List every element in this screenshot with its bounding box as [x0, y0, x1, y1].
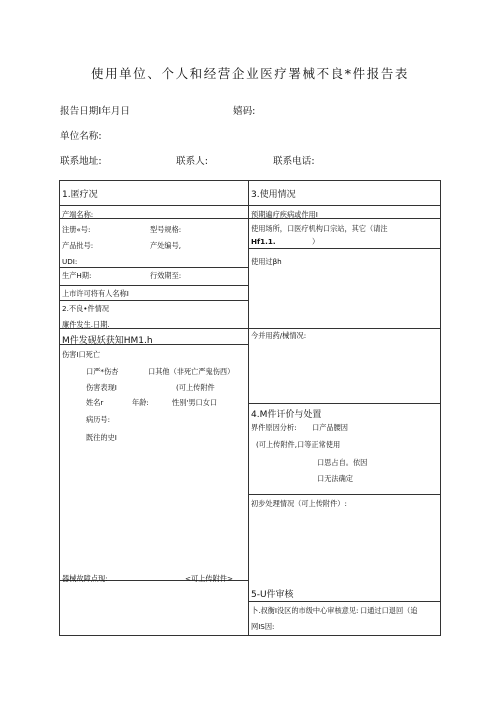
page-title: 使用单位、个人和经营企业医疗署械不良*件报告表 — [90, 66, 410, 81]
row-line — [248, 601, 441, 602]
harm-label: 伤害I口死亡 — [62, 350, 101, 359]
gender-label: 性别'男口女口 — [172, 398, 218, 407]
review-reason-label: 网IS因: — [251, 622, 275, 631]
review-options: 口通过口退回（追 — [360, 606, 418, 615]
cause-label: 界件原因分析: — [251, 423, 297, 432]
process-label: 使用过βh — [251, 257, 282, 266]
place-note: Hf1.1. — [251, 237, 276, 246]
row-line — [59, 285, 248, 286]
row-line — [248, 494, 441, 495]
table-border-bottom — [59, 635, 441, 636]
section-2-heading: 2.不良•件情况 — [62, 304, 110, 313]
section-4-heading: 4.M件讦价与处置 — [251, 410, 322, 420]
occur-date-label: 廉件发生.日期. — [62, 320, 110, 329]
holder-label: 上市许可将有人名称I — [62, 289, 129, 298]
row-line — [248, 248, 441, 249]
contact-label: 联系人: — [176, 156, 209, 167]
unit-name-label: 单位名称: — [60, 131, 102, 142]
row-line — [59, 267, 248, 268]
place-label: 使用场所，口医疗机构口宗站，其它（请注 — [251, 224, 388, 233]
row-line — [248, 328, 441, 329]
expiry-label: 行效期至: — [150, 271, 182, 280]
section-1-heading: 1.匿疗况 — [62, 190, 98, 200]
harm-desc-label: 伤害表现I — [86, 383, 117, 392]
product-name-label: 产端名称: — [62, 210, 94, 219]
age-label: 年龄: — [132, 398, 149, 407]
upload-note-2: <可上传附件> — [185, 574, 233, 583]
cause-unknown-option: 口无法确定 — [317, 474, 353, 483]
row-line — [59, 205, 248, 206]
table-border-top — [59, 180, 441, 181]
initial-handling-label: 初步处理情况（可上传附件）: — [251, 499, 347, 508]
purpose-label: 预期遍疗疾病或作用I — [251, 210, 318, 219]
fault-label: 器械故障点现: — [62, 574, 108, 583]
aware-date-label: M件发砚妖获知HM1.h — [62, 336, 153, 346]
serious-option: 口严*伤杏 — [86, 367, 119, 376]
patient-name-label: 姓名r — [86, 398, 104, 407]
section-3-heading: 3.使用情况 — [251, 190, 296, 200]
phone-label: 联系电话: — [273, 156, 315, 167]
cause-product-option: 口产品腰因 — [312, 423, 348, 432]
place-close: ） — [312, 237, 320, 246]
serial-label: 产处编号, — [150, 241, 182, 250]
section-5-heading: 5-U件审核 — [251, 590, 294, 600]
model-label: 型号规格: — [150, 225, 182, 234]
other-option: 口其他（非死亡严鬼伤西） — [148, 367, 235, 376]
combined-label: 今并用药/械情况: — [251, 331, 307, 340]
code-label: 嬉码: — [233, 106, 256, 117]
reg-no-label: 注册«号: — [62, 225, 91, 234]
report-date-label: 报告日期I年月日 — [60, 106, 130, 117]
batch-label: 产品批号: — [62, 241, 94, 250]
upload-note-1: (可上传附件 — [176, 383, 215, 392]
cause-usage-option: (可上传附件,口等正常使用 — [256, 440, 341, 449]
cause-patient-option: 口思占自。依因 — [317, 458, 368, 467]
table-border-left — [59, 180, 60, 635]
review-label: 卜.叔衡I没区的市级中心审核意见: — [251, 606, 359, 615]
mfg-date-label: 生产H期: — [62, 271, 92, 280]
row-line — [248, 403, 441, 404]
case-no-label: 病历号: — [86, 415, 110, 424]
row-line — [59, 300, 248, 301]
udi-label: UDI: — [62, 257, 78, 266]
row-line — [248, 205, 441, 206]
address-label: 联系地址: — [60, 156, 102, 167]
history-label: 既往的史I — [86, 433, 117, 442]
